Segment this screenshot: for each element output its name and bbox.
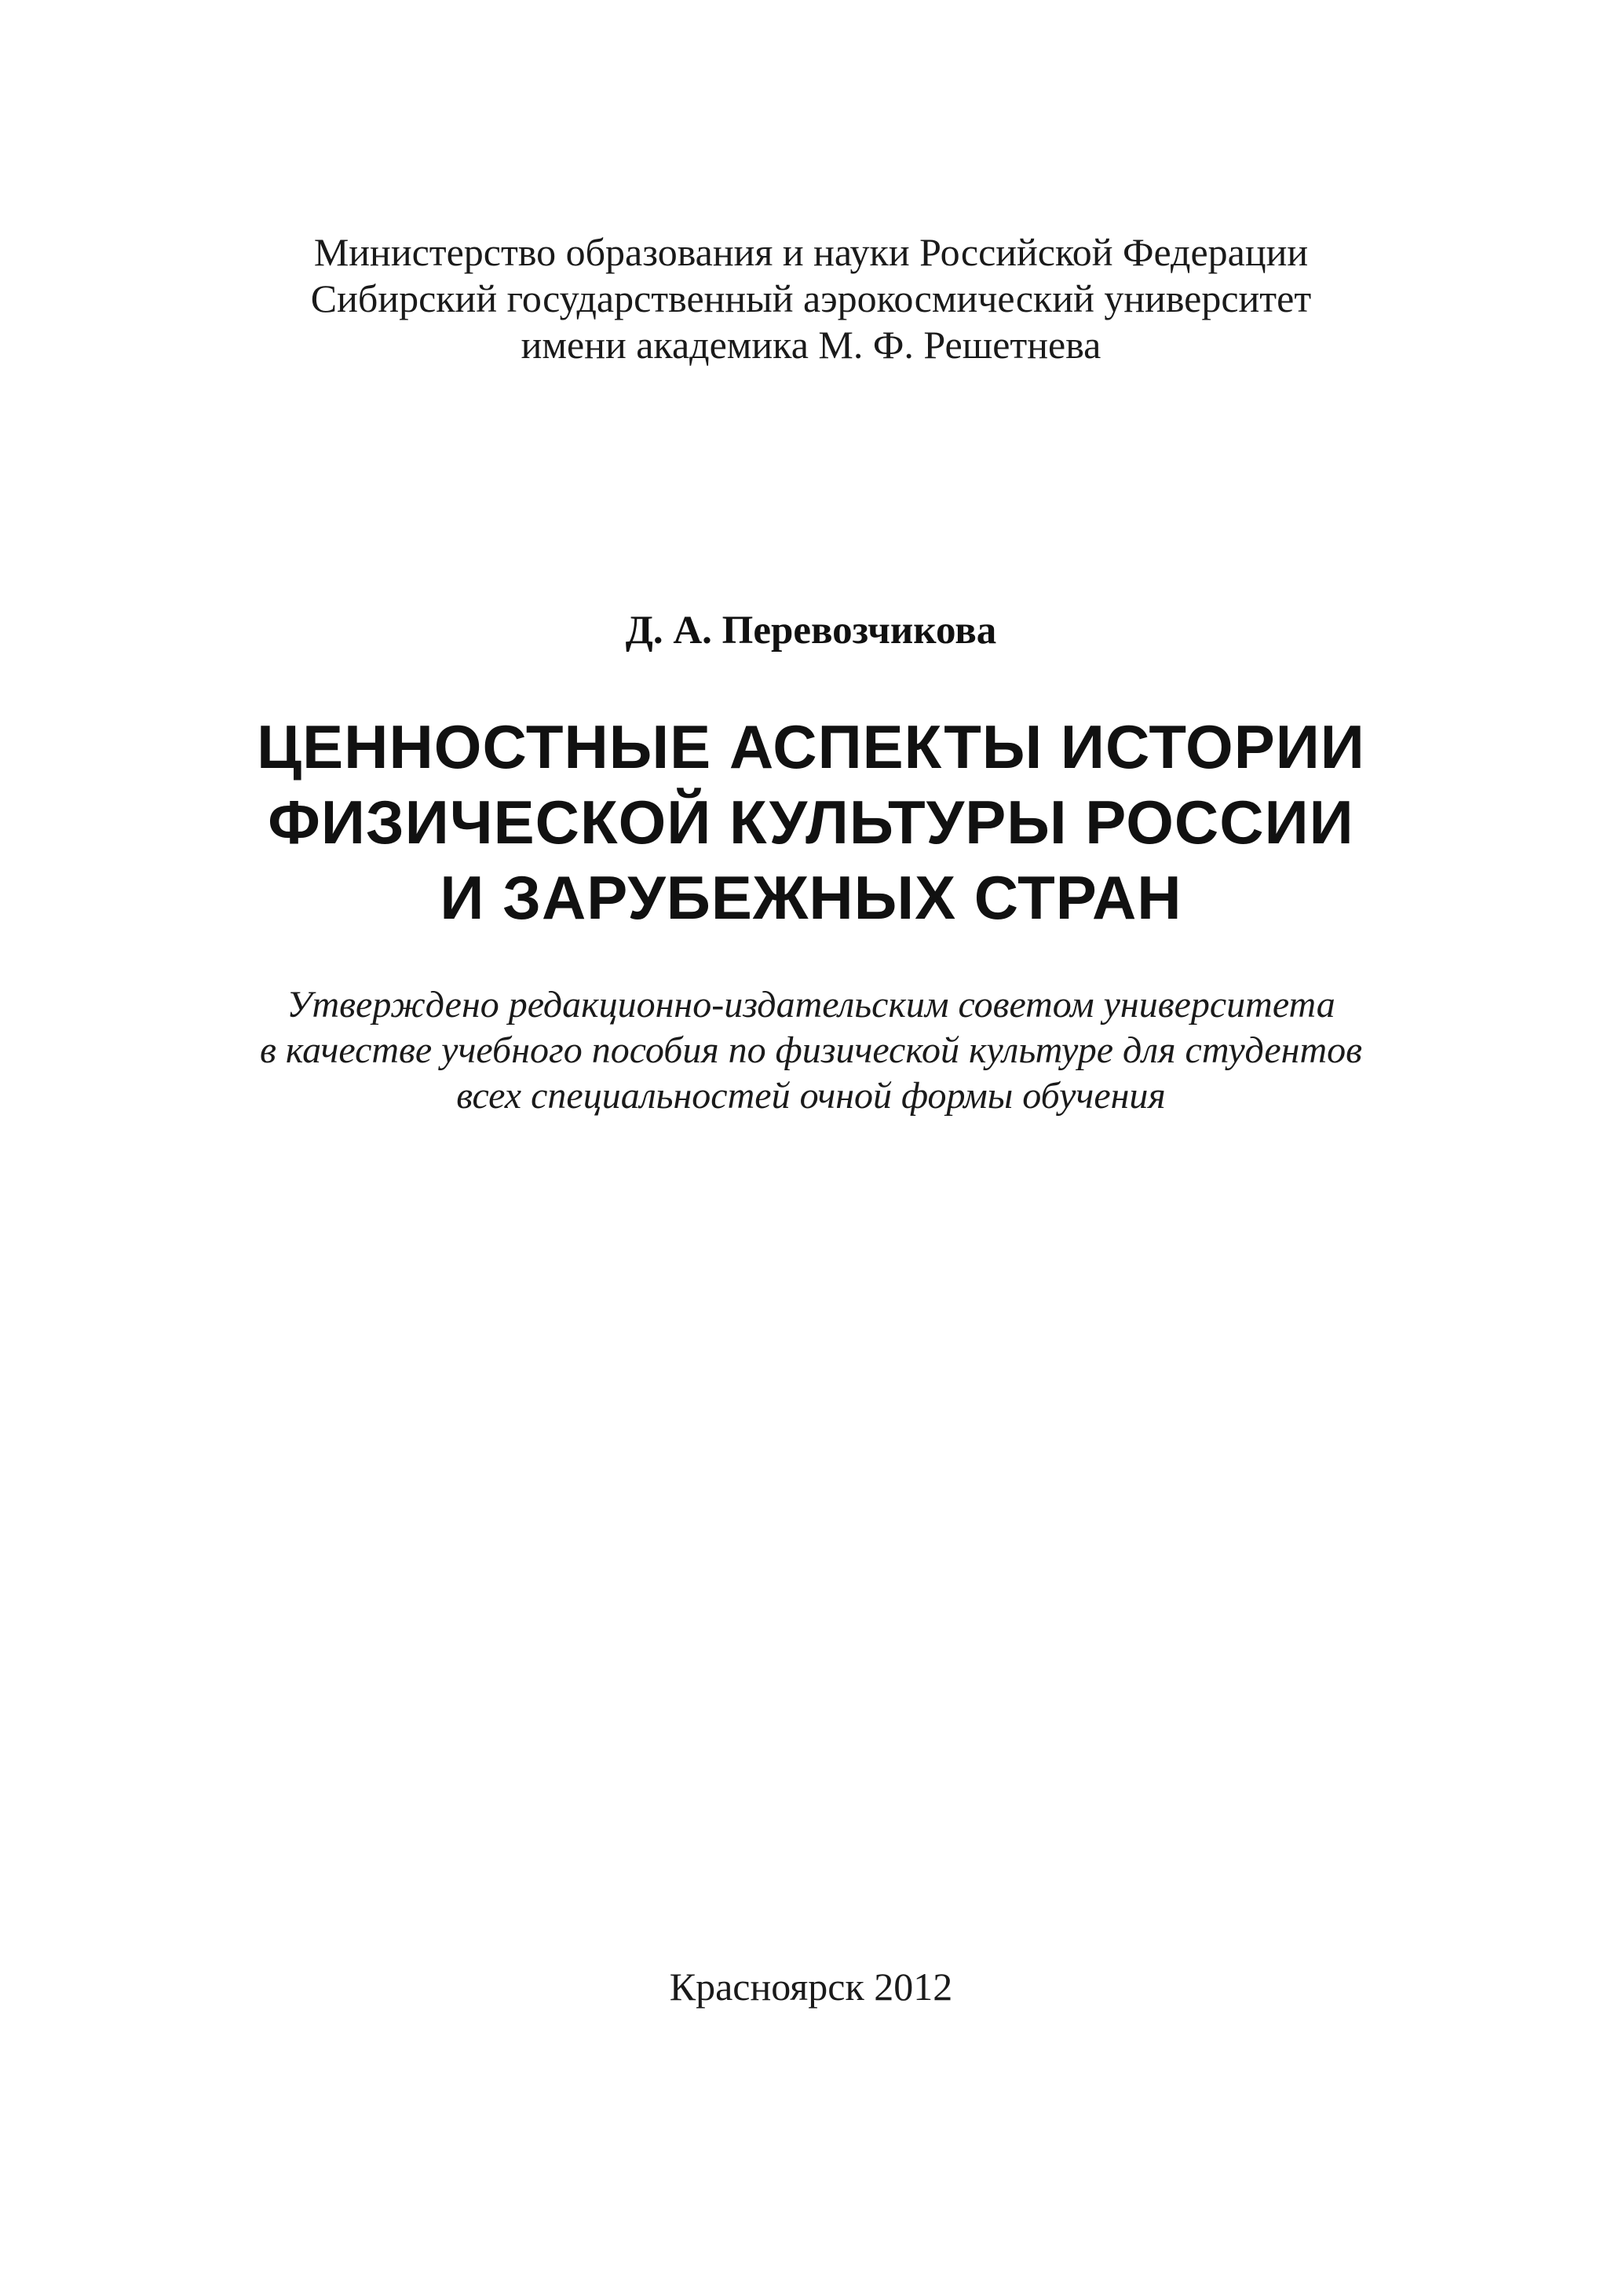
title-line-2: ФИЗИЧЕСКОЙ КУЛЬТУРЫ РОССИИ <box>268 788 1354 857</box>
imprint-place-year: Красноярск 2012 <box>669 1965 953 2009</box>
institution-header <box>0 229 1622 368</box>
approval-line-1: Утверждено редакционно-издательским советом университета <box>287 984 1335 1026</box>
approval-line-2: в качестве учебного пособия по физической культуре для студентов <box>260 1029 1362 1071</box>
approval-statement <box>0 982 1622 1119</box>
approval-line-3: всех специальностей очной формы обучения <box>456 1075 1166 1117</box>
document-title <box>0 709 1622 935</box>
institution-line-university: Сибирский государственный аэрокосмический университет <box>310 276 1312 320</box>
author-name: Д. А. Перевозчикова <box>625 609 997 653</box>
title-line-3: И ЗАРУБЕЖНЫХ СТРАН <box>440 863 1182 932</box>
institution-line-namesake: имени академика М. Ф. Решетнева <box>521 323 1101 367</box>
institution-line-ministry: Министерство образования и науки Российской Федерации <box>313 230 1309 274</box>
title-line-1: ЦЕННОСТНЫЕ АСПЕКТЫ ИСТОРИИ <box>257 712 1365 781</box>
